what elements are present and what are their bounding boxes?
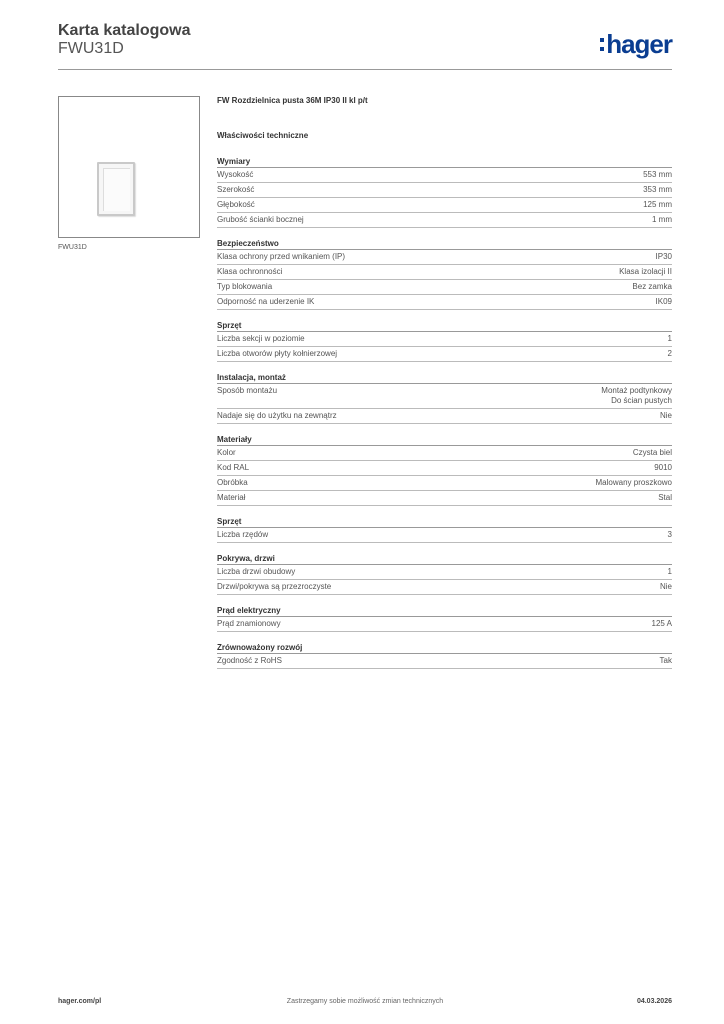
property-label: Nadaje się do użytku na zewnątrz bbox=[217, 411, 337, 420]
product-image bbox=[58, 96, 200, 238]
property-value bbox=[668, 349, 672, 359]
footer-disclaimer: Zastrzegamy sobie możliwość zmian technicznych bbox=[286, 998, 444, 1005]
property-label: Grubość ścianki bocznej bbox=[217, 215, 304, 224]
property-value-line: Nie bbox=[659, 582, 672, 591]
property-value-line: 1 bbox=[667, 334, 672, 343]
property-value bbox=[643, 185, 672, 195]
product-image-caption: FWU31D bbox=[58, 244, 87, 251]
property-section bbox=[217, 372, 672, 424]
property-value bbox=[601, 386, 672, 406]
property-label: Sposób montażu bbox=[217, 386, 278, 395]
property-row bbox=[217, 280, 672, 295]
property-row bbox=[217, 580, 672, 595]
property-value bbox=[660, 656, 672, 666]
section-title: Materiały bbox=[217, 434, 672, 446]
property-value-line: 1 bbox=[667, 567, 672, 576]
property-row bbox=[217, 213, 672, 228]
property-label: Typ blokowania bbox=[217, 282, 273, 291]
property-label: Drzwi/pokrywa są przezroczyste bbox=[217, 582, 332, 591]
technical-properties bbox=[217, 156, 672, 679]
property-row bbox=[217, 384, 672, 409]
property-row bbox=[217, 250, 672, 265]
logo-text: hager bbox=[606, 29, 672, 59]
property-value-line: 553 mm bbox=[643, 170, 672, 179]
property-label: Odporność na uderzenie IK bbox=[217, 297, 315, 306]
property-value bbox=[619, 267, 672, 277]
property-value-line: Malowany proszkowo bbox=[595, 478, 672, 487]
property-value-line: Montaż podtynkowy bbox=[601, 386, 672, 395]
property-section bbox=[217, 156, 672, 228]
logo-colon-mark bbox=[600, 34, 604, 54]
property-value bbox=[652, 619, 672, 629]
property-row bbox=[217, 446, 672, 461]
property-section bbox=[217, 238, 672, 310]
property-value-line: Tak bbox=[659, 656, 672, 665]
property-value-line: Bez zamka bbox=[632, 282, 672, 291]
header-divider bbox=[58, 69, 672, 70]
property-row bbox=[217, 461, 672, 476]
property-section bbox=[217, 553, 672, 595]
property-section bbox=[217, 642, 672, 669]
page-header bbox=[58, 20, 672, 70]
property-row bbox=[217, 183, 672, 198]
property-value bbox=[652, 215, 672, 225]
property-row bbox=[217, 265, 672, 280]
property-row bbox=[217, 528, 672, 543]
property-label: Klasa ochrony przed wnikaniem (IP) bbox=[217, 252, 346, 261]
property-row bbox=[217, 409, 672, 424]
property-label: Materiał bbox=[217, 493, 246, 502]
section-title: Wymiary bbox=[217, 156, 672, 168]
property-value-line: 125 A bbox=[651, 619, 672, 628]
property-value bbox=[660, 411, 672, 421]
property-section bbox=[217, 320, 672, 362]
property-row bbox=[217, 476, 672, 491]
property-value bbox=[658, 493, 672, 503]
property-label: Liczba drzwi obudowy bbox=[217, 567, 296, 576]
property-value bbox=[660, 582, 672, 592]
property-value bbox=[668, 334, 672, 344]
property-value bbox=[643, 200, 672, 210]
property-value-line: 353 mm bbox=[643, 185, 672, 194]
property-value-line: 9010 bbox=[654, 463, 672, 472]
property-label: Głębokość bbox=[217, 200, 255, 209]
property-value-line: Nie bbox=[659, 411, 672, 420]
property-row bbox=[217, 491, 672, 506]
section-title: Instalacja, montaż bbox=[217, 372, 672, 384]
document-title: Karta katalogowa bbox=[58, 22, 191, 39]
property-row bbox=[217, 198, 672, 213]
property-value bbox=[668, 530, 672, 540]
property-value bbox=[596, 478, 672, 488]
property-label: Klasa ochronności bbox=[217, 267, 283, 276]
property-row bbox=[217, 332, 672, 347]
property-label: Liczba otworów płyty kołnierzowej bbox=[217, 349, 338, 358]
section-title: Bezpieczeństwo bbox=[217, 238, 672, 250]
property-row bbox=[217, 617, 672, 632]
section-title: Prąd elektryczny bbox=[217, 605, 672, 617]
property-value bbox=[643, 170, 672, 180]
property-value-line: 1 mm bbox=[652, 215, 672, 224]
footer-date: 04.03.2026 bbox=[636, 998, 672, 1005]
property-value-line: Do ścian pustych bbox=[611, 396, 672, 405]
property-label: Kod RAL bbox=[217, 463, 250, 472]
properties-title: Właściwości techniczne bbox=[217, 131, 309, 140]
section-title: Sprzęt bbox=[217, 320, 672, 332]
property-value-line: 2 bbox=[667, 349, 672, 358]
property-section bbox=[217, 434, 672, 506]
property-value-line: IK09 bbox=[655, 297, 672, 306]
property-value-line: IP30 bbox=[655, 252, 672, 261]
property-value-line: Czysta biel bbox=[632, 448, 672, 457]
footer-website-link[interactable]: hager.com/pl bbox=[58, 998, 102, 1005]
property-value bbox=[668, 567, 672, 577]
product-title: FW Rozdzielnica pusta 36M IP30 II kl p/t bbox=[217, 96, 368, 105]
section-title: Pokrywa, drzwi bbox=[217, 553, 672, 565]
section-title: Zrównoważony rozwój bbox=[217, 642, 672, 654]
property-value-line: Stal bbox=[658, 493, 672, 502]
hager-logo bbox=[600, 28, 672, 60]
section-title: Sprzęt bbox=[217, 516, 672, 528]
property-value bbox=[656, 297, 672, 307]
property-value-line: Klasa izolacji II bbox=[619, 267, 672, 276]
property-value bbox=[654, 463, 672, 473]
property-row bbox=[217, 295, 672, 310]
property-row bbox=[217, 654, 672, 669]
property-label: Zgodność z RoHS bbox=[217, 656, 282, 665]
enclosure-illustration bbox=[97, 162, 135, 216]
property-row bbox=[217, 565, 672, 580]
property-row bbox=[217, 168, 672, 183]
property-value bbox=[656, 252, 672, 262]
property-label: Szerokość bbox=[217, 185, 255, 194]
property-section bbox=[217, 605, 672, 632]
property-row bbox=[217, 347, 672, 362]
product-code: FWU31D bbox=[58, 40, 124, 57]
property-label: Liczba sekcji w poziomie bbox=[217, 334, 305, 343]
property-value bbox=[633, 448, 672, 458]
property-value-line: 3 bbox=[667, 530, 672, 539]
property-label: Prąd znamionowy bbox=[217, 619, 281, 628]
property-value-line: 125 mm bbox=[643, 200, 672, 209]
property-section bbox=[217, 516, 672, 543]
property-label: Liczba rzędów bbox=[217, 530, 269, 539]
property-label: Obróbka bbox=[217, 478, 248, 487]
property-value bbox=[632, 282, 672, 292]
property-label: Wysokość bbox=[217, 170, 254, 179]
property-label: Kolor bbox=[217, 448, 236, 457]
